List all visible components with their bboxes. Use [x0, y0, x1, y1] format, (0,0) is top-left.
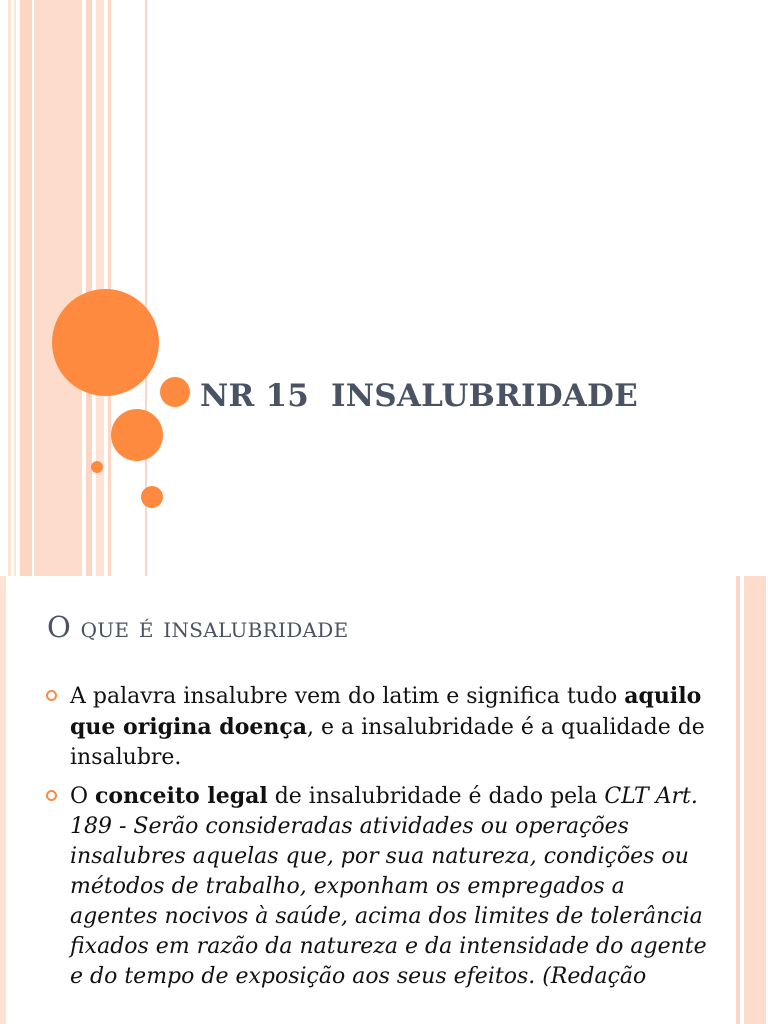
decor-circle-medium — [111, 409, 163, 461]
decor-stripe — [14, 0, 16, 576]
bullet-item — [70, 781, 710, 992]
slide-title: NR 15 INSALUBRIDADE — [200, 378, 638, 414]
decor-circle-large — [52, 289, 159, 396]
decor-stripe — [86, 0, 92, 576]
bullet-ring-icon — [46, 690, 57, 701]
bullet-text: de insalubridade é dado pela — [267, 784, 605, 809]
content-slide — [0, 576, 768, 1024]
slide-title: O que é insalubridade — [47, 610, 349, 644]
decor-circle-tiny — [91, 461, 103, 473]
decor-stripe — [0, 576, 6, 1024]
bullet-bold-text: aquilo que origina doença — [70, 683, 702, 740]
decor-stripe — [20, 0, 32, 576]
decor-stripe — [744, 576, 766, 1024]
decor-stripe — [108, 0, 111, 576]
bullet-text: , e a insalubridade é a qualidade de insalubre. — [70, 715, 705, 770]
bullet-text: O — [70, 784, 96, 809]
bullet-text: A palavra insalubre vem do latim e significa tudo — [70, 684, 625, 709]
bullet-ring-icon — [46, 790, 57, 801]
bullet-item — [70, 681, 710, 773]
legal-quote: CLT Art. 189 - Serão consideradas atividades ou operações insalubres aquelas que, por sua natureza, condições ou métodos de trabalho, exponham os empregados a agentes nocivos à saúde, acima dos limites de tolerância fixados em razão da natureza e da intensidade do agente e do tempo de exposição aos seus efeitos. (Redação — [70, 784, 707, 989]
decor-circle-small — [160, 377, 190, 407]
decor-circle-small — [141, 486, 163, 508]
decor-stripe — [96, 0, 104, 576]
bullet-bold-text: conceito legal — [95, 783, 268, 809]
decor-stripe — [34, 0, 82, 576]
decor-stripe — [736, 576, 740, 1024]
decor-stripe — [8, 0, 11, 576]
